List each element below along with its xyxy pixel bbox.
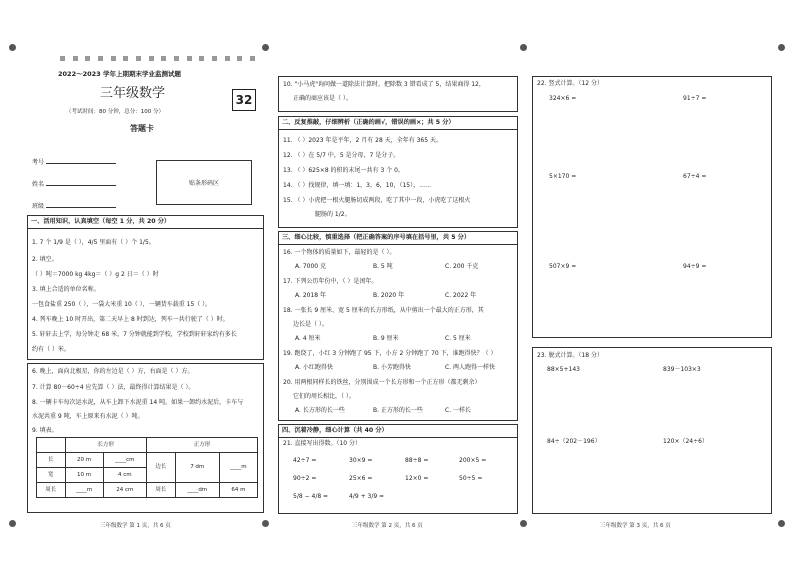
table-cell[interactable]: ____m [65, 483, 103, 498]
table-header: 正方形 [147, 438, 258, 453]
barcode-area [156, 160, 252, 205]
question-3: 3. 填上合适的单位名称。 [32, 286, 100, 293]
question-10: 10. "小马虎"询问做一道除法计算时，把除数 3 错看成了 5，结果商得 12， [283, 81, 485, 88]
q10-box [278, 76, 518, 112]
choice-17-opt-c[interactable]: C. 2022 年 [445, 292, 477, 299]
choice-20-opt-b[interactable]: B. 正方形的长一些 [373, 407, 423, 414]
choice-18-opt-a[interactable]: A. 4 厘米 [295, 335, 321, 342]
field-exam-id[interactable] [32, 159, 116, 167]
choice-18: 18. 一张长 9 厘米、宽 5 厘米的长方形纸，从中剪出一个最大的正方形，其 [283, 307, 484, 314]
question-22: 22. 竖式计算。（12 分） [537, 80, 603, 87]
question-3-line: 一包食盐重 250（ ），一袋大米重 10（ ），一辆货车载重 15（ ）。 [32, 301, 212, 308]
question-21: 21. 直接写出得数。（10 分） [283, 440, 361, 447]
choice-17-opt-b[interactable]: B. 2020 年 [373, 292, 405, 299]
choice-19-opt-b[interactable]: B. 小芳跑得快 [373, 364, 411, 371]
choice-19-opt-c[interactable]: C. 两人跑得一样快 [445, 364, 496, 371]
binder-hole [262, 520, 269, 527]
field-label: 考号 [32, 159, 45, 166]
table-cell: 周长 [147, 483, 176, 498]
choice-20b: 它们的周长相比，（ ）。 [293, 393, 355, 400]
stepwise-4: 120×（24÷6） [663, 438, 708, 445]
field-label: 姓名 [32, 181, 45, 188]
vertical-calc-6: 94÷9 = [683, 263, 707, 270]
section-23 [532, 347, 772, 514]
choice-18-opt-b[interactable]: B. 9 厘米 [373, 335, 399, 342]
stepwise-3: 84÷（202－196） [547, 438, 601, 445]
binder-hole [9, 44, 16, 51]
section-2-title: 二、反复推敲，仔细辨析（正确的画√，错误的画×；共 5 分） [279, 117, 517, 130]
section-4-title: 四、沉着冷静，细心计算（共 40 分） [279, 425, 517, 438]
section-2 [278, 116, 518, 228]
paper-number: 32 [232, 89, 256, 111]
barcode-label: 贴条形码区 [188, 180, 219, 187]
binder-hole [9, 520, 16, 527]
question-4: 4. 列车晚上 10 时开出，第二天早上 8 时到达，列车一共行驶了（ ）时。 [32, 316, 229, 323]
marker-strip [60, 56, 258, 62]
section-3-title: 三、细心比较，慎重选择（把正确答案的序号填在括号里，共 5 分） [279, 232, 517, 245]
choice-16-opt-a[interactable]: A. 7000 克 [295, 263, 326, 270]
judge-15b: 腿肠的 1/2。 [315, 211, 351, 218]
oral-3: 88÷8 = [405, 457, 429, 464]
oral-7: 12×0 = [405, 475, 429, 482]
table-cell[interactable]: ____cm [103, 453, 146, 468]
judge-15: 15. （ ）小虎把一根火腿肠切成两段，吃了其中一段，小虎吃了这根火 [283, 197, 471, 204]
section-1 [27, 215, 264, 360]
choice-20-opt-a[interactable]: A. 长方形的长一些 [295, 407, 345, 414]
table-cell: 24 cm [103, 483, 146, 498]
table-cell: 宽 [37, 468, 66, 483]
question-6: 6. 晚上，面向北极星，你的左边是（ ）方，右面是（ ）方。 [32, 368, 194, 375]
question-10b: 正确的商应该是（ ）。 [293, 95, 352, 102]
table-cell: 10 m [65, 468, 103, 483]
choice-17: 17. 下列公历年份中，（ ）是闰年。 [283, 278, 378, 285]
binder-hole [262, 44, 269, 51]
binder-hole [778, 44, 785, 51]
choice-20-opt-c[interactable]: C. 一样长 [445, 407, 472, 414]
choice-16-opt-b[interactable]: B. 5 吨 [373, 263, 393, 270]
table-cell: 64 m [219, 483, 257, 498]
table-cell[interactable]: ____dm [175, 483, 219, 498]
question-5b: 约有（ ）米。 [32, 346, 70, 353]
section-1-title: 一、活用知识，认真填空（每空 1 分，共 20 分） [28, 216, 263, 229]
field-label: 班级 [32, 203, 45, 210]
question-2: 2. 填空。 [32, 256, 58, 263]
oral-9: 5/8 − 4/8 = [293, 493, 329, 500]
question-8: 8. 一辆卡车每次运水泥，从车上卸下水泥重 14 吨。如果一卸约水泥后，卡车与 [32, 399, 244, 406]
page-footer-1: 三年级数学 第 1 页，共 6 页 [100, 523, 171, 529]
table-cell: 长 [37, 453, 66, 468]
vertical-calc-4: 67÷4 = [683, 173, 707, 180]
field-class[interactable] [32, 203, 116, 211]
section-1-continued [27, 363, 264, 513]
question-8b: 水泥共重 9 吨，车上原来有水泥（ ）吨。 [32, 413, 144, 420]
choice-18-opt-c[interactable]: C. 5 厘米 [445, 335, 471, 342]
choice-16: 16. 一个物体的质量如下，最轻的是（ ）。 [283, 249, 396, 256]
table-cell: 4 cm [103, 468, 146, 483]
vertical-calc-5: 507×9 = [549, 263, 577, 270]
table-cell [37, 438, 66, 453]
oral-4: 200×5 = [459, 457, 487, 464]
question-23: 23. 脱式计算。（18 分） [537, 352, 603, 359]
subject-title: 三年级数学 [100, 86, 166, 101]
oral-5: 90÷2 = [293, 475, 317, 482]
binder-hole [520, 44, 527, 51]
question-5: 5. 轩轩去上学，每分钟走 68 米，7 分钟就能到学校，学校到轩轩家约有多长 [32, 331, 237, 338]
choice-19-opt-a[interactable]: A. 小红跑得快 [295, 364, 333, 371]
table-cell: 7 dm [175, 453, 219, 483]
binder-hole [778, 520, 785, 527]
table-cell: 边长 [147, 453, 176, 483]
question-2-line: （ ）吨＝7000 kg 4kg＝（ ）g 2 日＝（ ）时 [32, 271, 159, 278]
exam-title: 2022～2023 学年上期期末学业监测试题 [58, 70, 181, 78]
section-3 [278, 231, 518, 421]
choice-18b: 边长是（ ）。 [293, 321, 328, 328]
fill-table [36, 437, 258, 498]
table-cell: 周长 [37, 483, 66, 498]
stepwise-2: 839－103×3 [663, 366, 701, 373]
binder-hole [520, 520, 527, 527]
vertical-calc-2: 91÷7 = [683, 95, 707, 102]
question-7: 7. 计算 80－60÷4 应先算（ ）法，最终得计算结果是（ ）。 [32, 384, 195, 391]
choice-16-opt-c[interactable]: C. 200 千克 [445, 263, 479, 270]
question-1: 1. 7 个 1/9 是（ ），4/5 里面有（ ）个 1/5。 [32, 239, 155, 246]
section-22 [532, 76, 772, 338]
oral-2: 30×9 = [349, 457, 373, 464]
oral-1: 42÷7 = [293, 457, 317, 464]
table-header: 长方形 [65, 438, 147, 453]
judge-13: 13. （ ）625×8 的积的末尾一共有 3 个 0。 [283, 167, 404, 174]
table-cell: 20 m [65, 453, 103, 468]
page-footer-2: 三年级数学 第 2 页，共 6 页 [352, 523, 423, 529]
judge-11: 11. （ ）2023 年是平年，2 月有 28 天，全年有 365 天。 [283, 137, 442, 144]
oral-8: 50÷5 = [459, 475, 483, 482]
section-4 [278, 424, 518, 514]
choice-17-opt-a[interactable]: A. 2018 年 [295, 292, 326, 299]
question-9: 9. 填表。 [32, 427, 58, 434]
field-name[interactable] [32, 181, 116, 189]
page-footer-3: 三年级数学 第 3 页，共 6 页 [600, 523, 671, 529]
judge-12: 12. （ ）在 5/7 中，5 是分母，7 是分子。 [283, 152, 400, 159]
vertical-calc-3: 5×170 = [549, 173, 577, 180]
oral-6: 25×6 = [349, 475, 373, 482]
choice-20: 20. 用两根同样长的铁丝，分别围成一个长方形和一个正方形（都无剩余） [283, 379, 481, 386]
vertical-calc-1: 324×6 = [549, 95, 577, 102]
oral-10: 4/9 + 3/9 = [349, 493, 385, 500]
choice-19: 19. 跑绕了，小红 3 分钟跑了 95 下，小方 2 分钟跑了 70 下，谁跑得快？（ ） [283, 350, 497, 357]
card-label: 答题卡 [130, 124, 154, 133]
stepwise-1: 88×5+143 [547, 366, 580, 373]
table-cell[interactable]: ____m [219, 453, 257, 483]
judge-14: 14. （ ）找规律，填一填：1，3，6，10，（15），…… [283, 182, 432, 189]
exam-info: （考试时间：80 分钟，总分：100 分） [66, 109, 164, 115]
